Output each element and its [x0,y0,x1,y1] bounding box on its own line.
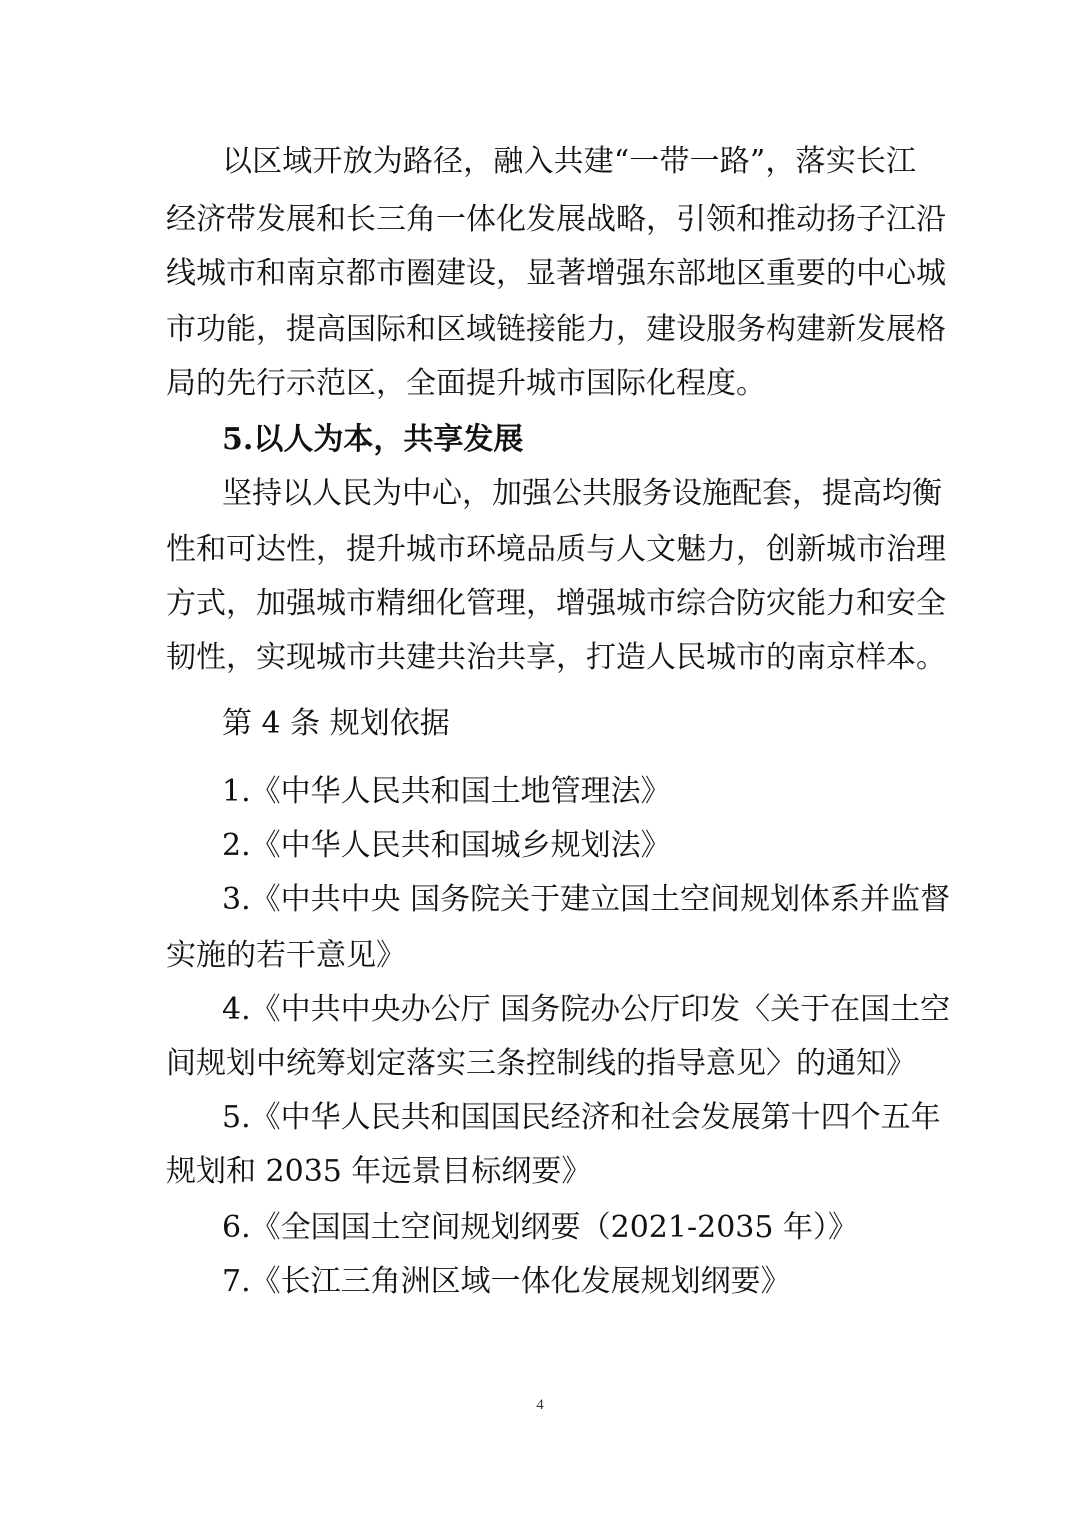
list-item: 5.《中华人民共和国国民经济和社会发展第十四个五年 [222,1100,941,1135]
paragraph-line: 方式，加强城市精细化管理，增强城市综合防灾能力和安全 [166,586,946,621]
list-item: 4.《中共中央办公厅 国务院办公厅印发〈关于在国土空 [222,992,951,1027]
paragraph-line: 市功能，提高国际和区域链接能力，建设服务构建新发展格 [166,312,946,347]
article-title: 第 4 条 规划依据 [222,706,450,741]
paragraph-line: 经济带发展和长三角一体化发展战略，引领和推动扬子江沿 [166,202,946,237]
paragraph-line: 韧性，实现城市共建共治共享，打造人民城市的南京样本。 [166,640,946,675]
section-heading: 5.以人为本，共享发展 [222,422,524,457]
list-item-continuation: 间规划中统筹划定落实三条控制线的指导意见〉的通知》 [166,1046,916,1081]
list-item: 3.《中共中央 国务院关于建立国土空间规划体系并监督 [222,882,951,917]
paragraph-line: 以区域开放为路径，融入共建“一带一路”，落实长江 [222,144,916,179]
paragraph-line: 线城市和南京都市圈建设，显著增强东部地区重要的中心城 [166,256,946,291]
list-item: 1.《中华人民共和国土地管理法》 [222,774,671,809]
list-item-continuation: 规划和 2035 年远景目标纲要》 [166,1154,592,1189]
paragraph-line: 坚持以人民为中心，加强公共服务设施配套，提高均衡 [222,476,942,511]
paragraph-line: 局的先行示范区，全面提升城市国际化程度。 [166,366,766,401]
list-item: 6.《全国国土空间规划纲要（2021-2035 年）》 [222,1210,858,1245]
list-item: 7.《长江三角洲区域一体化发展规划纲要》 [222,1264,791,1299]
list-item: 2.《中华人民共和国城乡规划法》 [222,828,671,863]
list-item-continuation: 实施的若干意见》 [166,938,406,973]
paragraph-line: 性和可达性，提升城市环境品质与人文魅力，创新城市治理 [166,532,946,567]
page-number: 4 [536,1397,544,1413]
